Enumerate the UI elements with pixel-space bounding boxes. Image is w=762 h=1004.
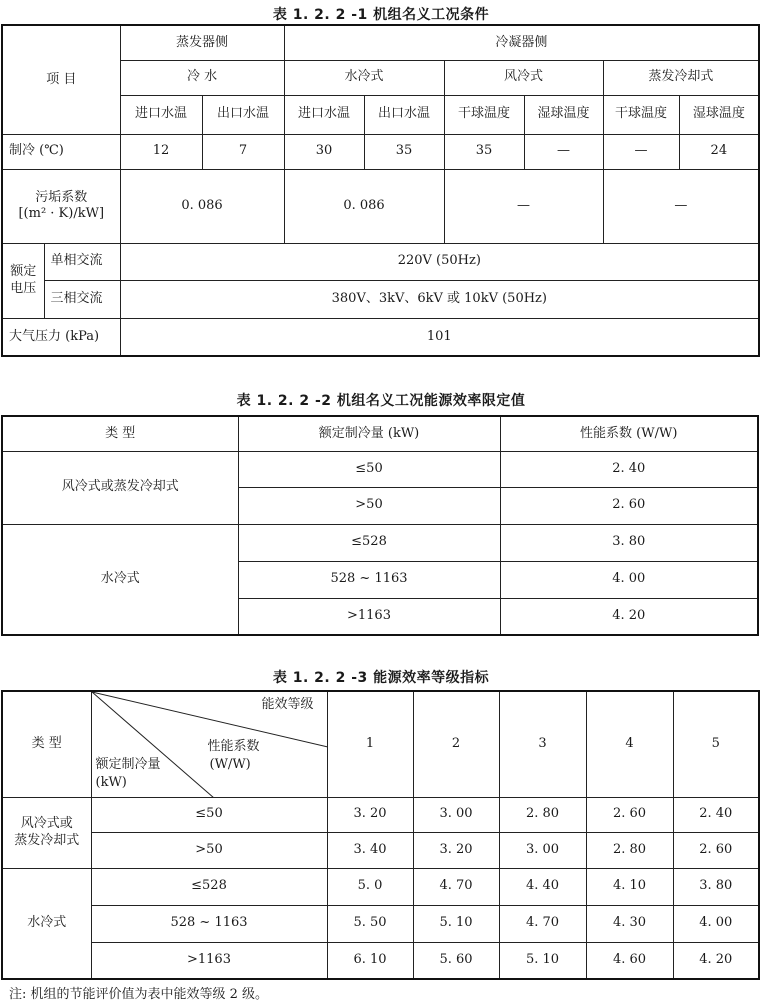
capacity-unit-label: (kW) [95, 775, 127, 790]
cop-cell: 4. 20 [673, 942, 759, 979]
cop-cell: 3. 40 [327, 832, 413, 868]
evaporator-side-header: 蒸发器侧 [120, 25, 284, 60]
cop-unit-label: (W/W) [209, 757, 251, 772]
cop-cell: 2. 80 [499, 797, 586, 832]
capacity-cell: ≤50 [238, 451, 500, 487]
grade-header: 3 [499, 691, 586, 797]
wet-bulb-header: 湿球温度 [679, 95, 759, 134]
three-phase-label: 三相交流 [44, 280, 120, 318]
cooling-value: 7 [202, 134, 284, 169]
cooling-value: 30 [284, 134, 364, 169]
condenser-side-header: 冷凝器侧 [284, 25, 759, 60]
fouling-label [2, 169, 120, 243]
evap-cooled-header: 蒸发冷却式 [603, 60, 759, 95]
cop-cell: 4. 10 [586, 868, 673, 905]
three-phase-value: 380V、3kV、6kV 或 10kV (50Hz) [120, 280, 759, 318]
fouling-value: 0. 086 [120, 169, 284, 243]
water-cooled-header: 水冷式 [284, 60, 444, 95]
cop-label: 性能系数 [207, 739, 260, 754]
type-line2: 蒸发冷却式 [14, 832, 80, 848]
cop-cell: 3. 20 [413, 832, 499, 868]
cop-cell: 2. 60 [673, 832, 759, 868]
dry-bulb-header: 干球温度 [603, 95, 679, 134]
capacity-cell: 528 ~ 1163 [238, 561, 500, 598]
fouling-value: — [603, 169, 759, 243]
grade-header: 2 [413, 691, 499, 797]
cop-cell: 3. 80 [500, 524, 758, 561]
grade-label: 能效等级 [261, 697, 314, 712]
cop-cell: 5. 0 [327, 868, 413, 905]
cop-cell: 2. 40 [673, 797, 759, 832]
table3-caption: 表 1. 2. 2 -3 能源效率等级指标 [272, 670, 490, 686]
cop-cell: 3. 00 [499, 832, 586, 868]
air-cooled-header: 风冷式 [444, 60, 603, 95]
type-cell: 水冷式 [2, 868, 91, 979]
item-header: 项 目 [2, 25, 120, 134]
capacity-cell: ≤50 [91, 797, 327, 832]
capacity-cell: >1163 [238, 598, 500, 635]
nominal-conditions-table [1, 24, 760, 357]
grade-header: 5 [673, 691, 759, 797]
fouling-value: — [444, 169, 603, 243]
cop-cell: 5. 50 [327, 905, 413, 942]
cooling-value: 24 [679, 134, 759, 169]
cop-cell: 4. 60 [586, 942, 673, 979]
type-cell [2, 797, 91, 868]
fouling-label-line1: 污垢系数 [35, 189, 88, 205]
capacity-cell: >50 [238, 487, 500, 524]
diagonal-header-cell [91, 691, 327, 797]
type-line1: 风冷式或 [20, 816, 73, 832]
chilled-water-header: 冷 水 [120, 60, 284, 95]
wet-bulb-header: 湿球温度 [524, 95, 603, 134]
cop-cell: 3. 00 [413, 797, 499, 832]
inlet-temp-header: 进口水温 [284, 95, 364, 134]
grade-header: 4 [586, 691, 673, 797]
type-cell: 水冷式 [2, 524, 238, 635]
cop-cell: 4. 70 [413, 868, 499, 905]
cooling-label: 制冷 (℃) [2, 134, 120, 169]
fouling-label-line2: [(m² · K)/kW] [18, 206, 105, 221]
grade-header: 1 [327, 691, 413, 797]
cop-cell: 5. 10 [499, 942, 586, 979]
single-phase-value: 220V (50Hz) [120, 243, 759, 280]
type-header: 类 型 [2, 416, 238, 451]
cop-cell: 2. 80 [586, 832, 673, 868]
footnote: 注: 机组的节能评价值为表中能效等级 2 级。 [9, 987, 269, 1002]
capacity-cell: >1163 [91, 942, 327, 979]
cop-cell: 5. 60 [413, 942, 499, 979]
capacity-label: 额定制冷量 [95, 757, 161, 772]
cop-cell: 5. 10 [413, 905, 499, 942]
fouling-value: 0. 086 [284, 169, 444, 243]
type-header: 类 型 [2, 691, 91, 797]
cop-cell: 4. 20 [500, 598, 758, 635]
outlet-temp-header: 出口水温 [202, 95, 284, 134]
capacity-cell: >50 [91, 832, 327, 868]
capacity-header: 额定制冷量 (kW) [238, 416, 500, 451]
atm-pressure-value: 101 [120, 318, 759, 356]
cop-cell: 6. 10 [327, 942, 413, 979]
capacity-cell: ≤528 [238, 524, 500, 561]
table1-caption: 表 1. 2. 2 -1 机组名义工况条件 [272, 7, 490, 23]
cooling-value: — [603, 134, 679, 169]
table2-caption: 表 1. 2. 2 -2 机组名义工况能源效率限定值 [236, 393, 526, 409]
cop-cell: 3. 20 [327, 797, 413, 832]
efficiency-limit-table [1, 415, 759, 636]
cooling-value: 12 [120, 134, 202, 169]
cop-cell: 4. 00 [500, 561, 758, 598]
dry-bulb-header: 干球温度 [444, 95, 524, 134]
outlet-temp-header: 出口水温 [364, 95, 444, 134]
cooling-value: 35 [444, 134, 524, 169]
cop-cell: 2. 40 [500, 451, 758, 487]
cooling-value: — [524, 134, 603, 169]
atm-pressure-label: 大气压力 (kPa) [2, 318, 120, 356]
capacity-cell: 528 ~ 1163 [91, 905, 327, 942]
type-cell: 风冷式或蒸发冷却式 [2, 451, 238, 524]
cop-cell: 2. 60 [500, 487, 758, 524]
cooling-value: 35 [364, 134, 444, 169]
cop-cell: 2. 60 [586, 797, 673, 832]
cop-header: 性能系数 (W/W) [500, 416, 758, 451]
inlet-temp-header: 进口水温 [120, 95, 202, 134]
rated-voltage-label: 额定电压 [2, 243, 44, 318]
single-phase-label: 单相交流 [44, 243, 120, 280]
cop-cell: 4. 70 [499, 905, 586, 942]
capacity-cell: ≤528 [91, 868, 327, 905]
cop-cell: 4. 30 [586, 905, 673, 942]
cop-cell: 3. 80 [673, 868, 759, 905]
cop-cell: 4. 40 [499, 868, 586, 905]
cop-cell: 4. 00 [673, 905, 759, 942]
efficiency-grade-table [1, 690, 760, 980]
